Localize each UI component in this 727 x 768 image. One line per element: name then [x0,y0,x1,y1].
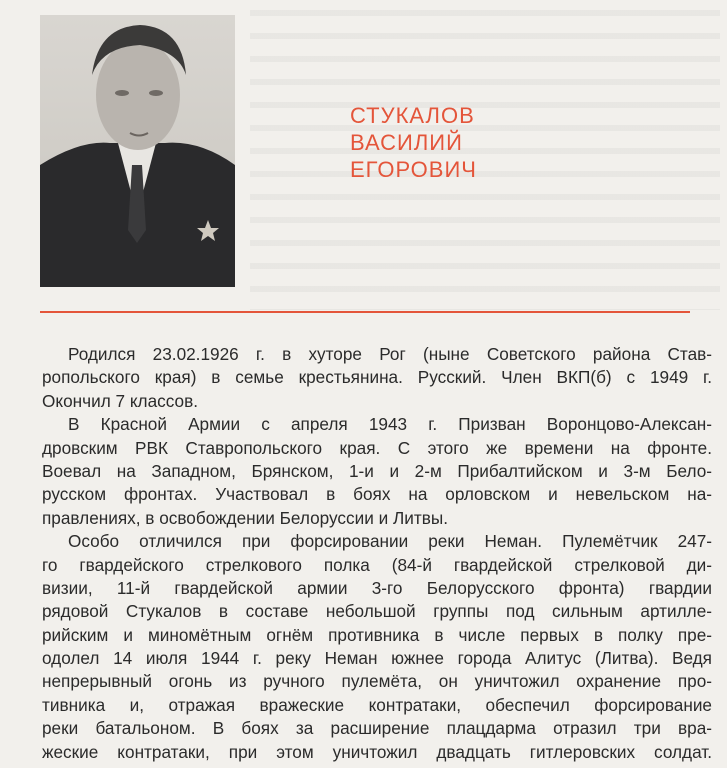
hero-name [350,102,477,183]
text-line: непрерывный огонь из ручного пулемёта, он уничтожил охранение про- [42,671,712,692]
text-line: рийским и миномётным огнём противника в числе первых в полку пре- [42,624,712,645]
text-line: визии, 11-й гвардейской армии 3-го Белорусского фронта) гвардии [42,577,712,598]
text-line: Окончил 7 классов. [42,390,198,411]
text-line: жеские контратаки, при этом уничтожил двадцать гитлеровских солдат. [42,741,712,762]
bleed-through-texture [250,10,720,310]
surname: СТУКАЛОВ [350,103,475,128]
text-line: рядовой Стукалов в составе небольшой группы под сильным артилле- [42,601,712,622]
text-line: Родился 23.02.1926 г. в хуторе Рог (ныне Советского района Став- [68,344,712,364]
text-line: тивника и, отражая вражеские контратаки, обеспечил форсирование [42,694,712,715]
text-line: дровским РВК Ставропольского края. С этого же времени на фронте. [42,437,712,458]
text-line: го гвардейского стрелкового полка (84-й гвардейской стрелковой ди- [42,554,712,575]
text-line: правлениях, в освобождении Белоруссии и Литвы. [42,507,448,528]
text-line: ропольского края) в семье крестьянина. Русский. Член ВКП(б) с 1949 г. [42,367,712,388]
text-line: реки батальоном. В боях за расширение плацдарма отразил три вра- [42,718,712,739]
text-line: одолел 14 июля 1944 г. реку Неман южнее города Алитус (Литва). Ведя [42,648,712,669]
first-name: ВАСИЛИЙ [350,130,463,155]
text-line: В Красной Армии с апреля 1943 г. Призван Воронцово-Алексан- [68,414,712,435]
text-line: русском фронтах. Участвовал в боях на орловском и невельском на- [42,484,712,505]
divider-rule [40,311,690,313]
biography-text [42,343,712,764]
portrait-photo [40,15,235,287]
text-line: Воевал на Западном, Брянском, 1-и и 2-м Прибалтийском и 3-м Бело- [42,460,712,481]
patronymic: ЕГОРОВИЧ [350,157,477,182]
text-line: Особо отличился при форсировании реки Неман. Пулемётчик 247- [68,531,712,552]
